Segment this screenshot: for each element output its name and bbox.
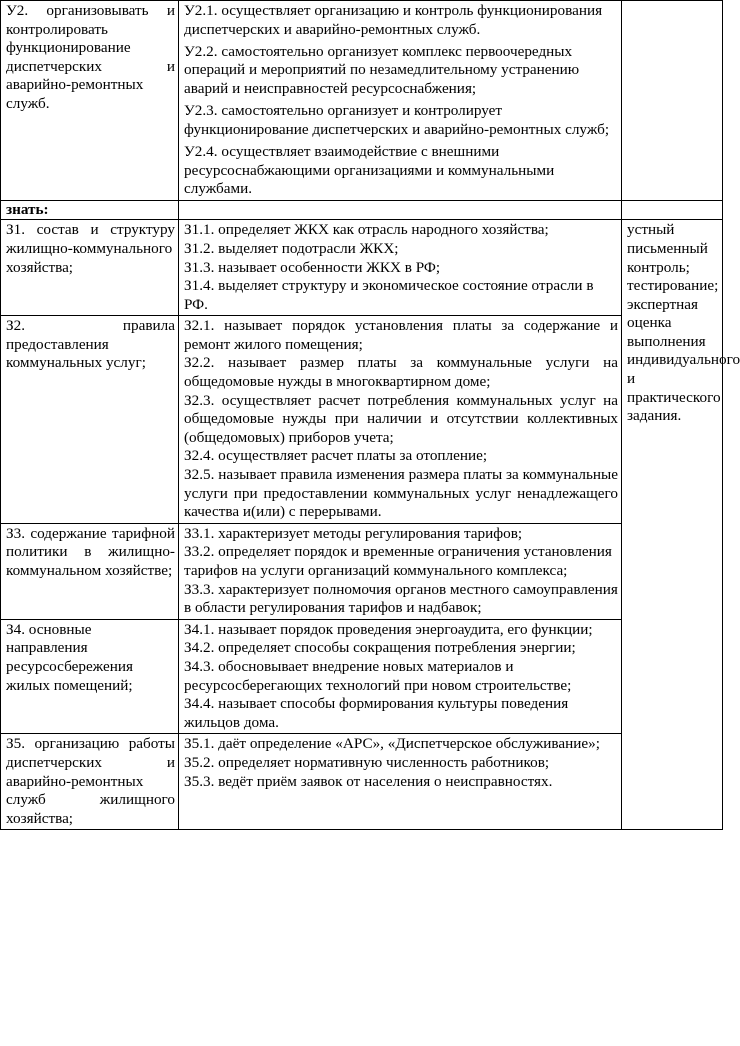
indicators-cell-z4 [179,619,622,734]
indicator-u2-4: У2.4. осуществляет взаимодействие с внешними ресурсоснабжающими организациями и коммунальными службами. [184,142,555,198]
skill-text-u2: У2. организовывать и контролировать функционирование диспетчерских и аварийно-ремонтных служб. [6,2,175,112]
table-row-know-header [1,200,723,220]
knowledge-text-z1: З1. состав и структуру жилищно-коммунального хозяйства; [6,221,175,276]
table-row-u2 [1,1,723,201]
table-row-z5 [1,734,723,830]
indicator-z2-5: З2.5. называет правила изменения размера платы за коммунальные услуги при предоставлении коммунальных услуг ненадлежащего качества и(или) с перерывами. [184,466,618,521]
indicator-z5-2: З5.2. определяет нормативную численность работников; [184,753,550,771]
know-header: знать: [1,200,179,220]
indicator-z4-3: З4.3. обосновывает внедрение новых материалов и ресурсосберегающих технологий при новом строительстве; [184,657,572,694]
knowledge-cell-z3 [1,523,179,619]
knowledge-text-z2: З2. правила предоставления коммунальных услуг; [6,317,175,372]
indicator-z4-4: З4.4. называет способы формирования культуры поведения жильцов дома. [184,695,569,731]
table-row-z3 [1,523,723,619]
know-header-empty-1 [179,200,622,220]
knowledge-text-z5: З5. организацию работы диспетчерских и аварийно-ремонтных служб жилищного хозяйства; [6,735,175,827]
indicators-cell-z3 [179,523,622,619]
knowledge-text-z3: З3. содержание тарифной политики в жилищно-коммунальном хозяйстве; [6,524,175,579]
table-row-z1 [1,220,723,316]
knowledge-cell-z4 [1,619,179,734]
control-cell-u2 [622,1,723,201]
indicator-z3-2: З3.2. определяет порядок и временные ограничения установления тарифов на услуги организаций коммунального комплекса; [184,543,612,579]
knowledge-text-z4: З4. основные направления ресурсосбережения жилых помещений; [6,620,133,694]
indicator-z1-3: З1.3. называет особенности ЖКХ в РФ; [184,258,441,276]
table-row-z4 [1,619,723,734]
skill-cell-u2 [1,1,179,201]
indicator-z1-4: З1.4. выделяет структуру и экономическое состояние отрасли в РФ. [184,277,594,313]
indicator-z3-3: З3.3. характеризует полномочия органов местного самоуправления в области регулирования тарифов и надбавок; [184,580,618,617]
indicators-cell-z1 [179,220,622,316]
know-header-empty-2 [622,200,723,220]
indicator-z4-1: З4.1. называет порядок проведения энергоаудита, его функции; [184,620,593,638]
indicator-z1-2: З1.2. выделяет подотрасли ЖКХ; [184,239,399,257]
indicators-cell-u2 [179,1,622,201]
knowledge-cell-z2 [1,316,179,524]
indicator-z4-2: З4.2. определяет способы сокращения потребления энергии; [184,639,576,657]
indicator-z5-3: З5.3. ведёт приём заявок от населения о неисправностях. [184,772,553,790]
table-row-z2 [1,316,723,524]
indicator-z2-1: З2.1. называет порядок установления платы за содержание и ремонт жилого помещения; [184,317,618,353]
knowledge-cell-z5 [1,734,179,830]
indicator-z2-2: З2.2. называет размер платы за коммунальные услуги на общедомовые нужды в многоквартирном доме; [184,354,618,391]
indicator-z1-1: З1.1. определяет ЖКХ как отрасль народного хозяйства; [184,221,549,239]
indicator-z2-3: З2.3. осуществляет расчет потребления коммунальных услуг на общедомовые нужды при наличии и отсутствии коллективных (общедомовых) приборов учета; [184,391,618,446]
control-forms-cell [622,220,740,830]
indicator-z3-1: З3.1. характеризует методы регулирования тарифов; [184,524,523,542]
indicator-z2-4: З2.4. осуществляет расчет платы за отопление; [184,447,488,465]
indicator-z5-1: З5.1. даёт определение «АРС», «Диспетчерское обслуживание»; [184,735,600,753]
indicator-u2-1: У2.1. осуществляет организацию и контроль функционирования диспетчерских и аварийно-ремонтных служб. [184,2,603,38]
indicator-u2-2: У2.2. самостоятельно организует комплекс первоочередных операций и мероприятий по незамедлительному устранению аварий и неисправностей ресурсоснабжения; [184,42,580,97]
knowledge-cell-z1 [1,220,179,316]
indicator-u2-3: У2.3. самостоятельно организует и контролирует функционирование диспетчерских и аварийно-ремонтных служб; [184,102,610,138]
indicators-cell-z2 [179,316,622,524]
indicators-cell-z5 [179,734,622,830]
control-forms-text: устный письменный контроль; тестирование; экспертная оценка выполнения индивидуального и практического задания. [627,221,740,425]
